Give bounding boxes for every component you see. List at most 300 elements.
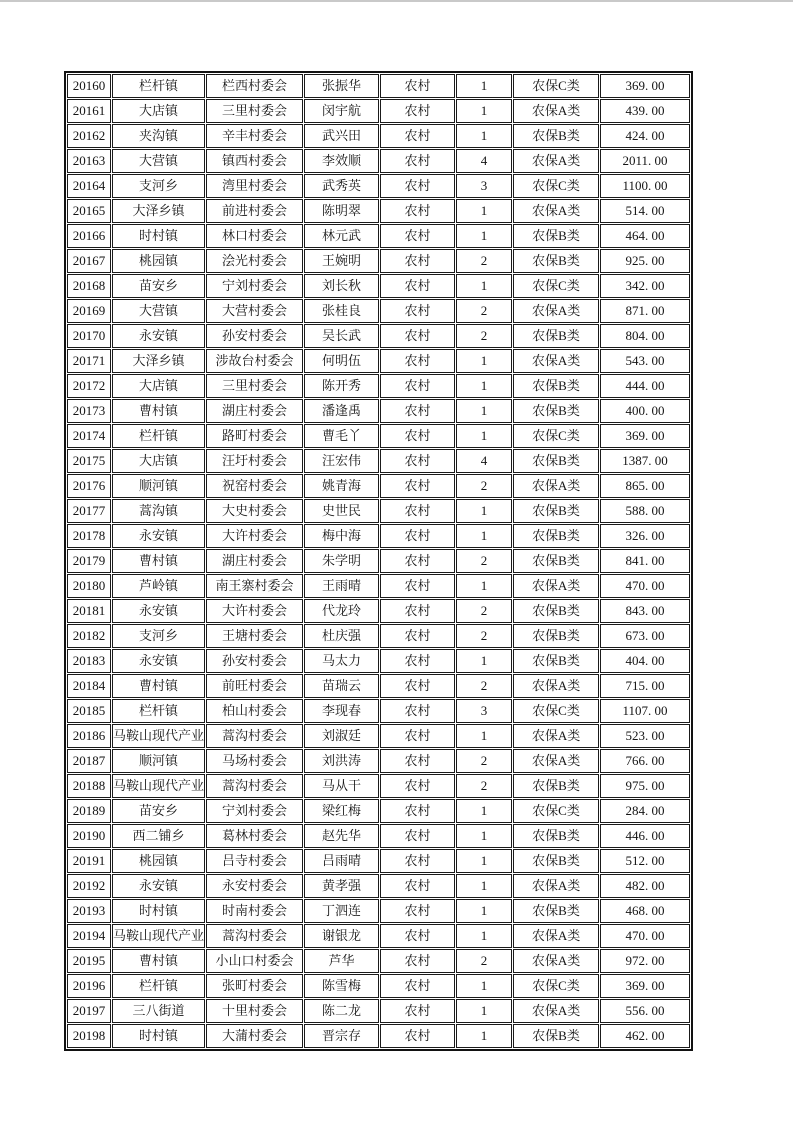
cell-insurance-category: 农保B类 <box>513 124 599 148</box>
cell-township: 曹村镇 <box>112 549 205 573</box>
cell-residence-type: 农村 <box>380 649 455 673</box>
cell-township: 大泽乡镇 <box>112 199 205 223</box>
cell-person-name: 马从干 <box>304 774 379 798</box>
cell-person-name: 张桂良 <box>304 299 379 323</box>
cell-amount: 342. 00 <box>600 274 690 298</box>
cell-village-committee: 栏西村委会 <box>206 74 303 98</box>
cell-township: 支河乡 <box>112 174 205 198</box>
cell-township: 永安镇 <box>112 524 205 548</box>
cell-amount: 369. 00 <box>600 974 690 998</box>
cell-amount: 1107. 00 <box>600 699 690 723</box>
cell-township: 永安镇 <box>112 324 205 348</box>
cell-residence-type: 农村 <box>380 474 455 498</box>
cell-residence-type: 农村 <box>380 299 455 323</box>
cell-insurance-category: 农保A类 <box>513 149 599 173</box>
cell-amount: 715. 00 <box>600 674 690 698</box>
cell-village-committee: 蒿沟村委会 <box>206 924 303 948</box>
cell-township: 蒿沟镇 <box>112 499 205 523</box>
cell-person-count: 1 <box>456 899 512 923</box>
cell-person-count: 1 <box>456 999 512 1023</box>
cell-person-count: 1 <box>456 574 512 598</box>
cell-amount: 843. 00 <box>600 599 690 623</box>
cell-insurance-category: 农保C类 <box>513 974 599 998</box>
cell-person-name: 苗瑞云 <box>304 674 379 698</box>
cell-record-id: 20161 <box>67 99 111 123</box>
table-row <box>67 274 690 298</box>
cell-amount: 975. 00 <box>600 774 690 798</box>
cell-insurance-category: 农保A类 <box>513 724 599 748</box>
cell-residence-type: 农村 <box>380 799 455 823</box>
cell-township: 桃园镇 <box>112 849 205 873</box>
cell-insurance-category: 农保B类 <box>513 649 599 673</box>
cell-village-committee: 大蒲村委会 <box>206 1024 303 1048</box>
cell-amount: 673. 00 <box>600 624 690 648</box>
cell-residence-type: 农村 <box>380 874 455 898</box>
cell-village-committee: 南王寨村委会 <box>206 574 303 598</box>
cell-residence-type: 农村 <box>380 224 455 248</box>
cell-record-id: 20186 <box>67 724 111 748</box>
cell-village-committee: 孙安村委会 <box>206 649 303 673</box>
cell-record-id: 20175 <box>67 449 111 473</box>
table-row <box>67 724 690 748</box>
cell-township: 曹村镇 <box>112 674 205 698</box>
cell-residence-type: 农村 <box>380 74 455 98</box>
cell-residence-type: 农村 <box>380 124 455 148</box>
table-row <box>67 499 690 523</box>
cell-township: 栏杆镇 <box>112 974 205 998</box>
cell-insurance-category: 农保A类 <box>513 749 599 773</box>
cell-person-count: 1 <box>456 924 512 948</box>
cell-village-committee: 小山口村委会 <box>206 949 303 973</box>
cell-amount: 841. 00 <box>600 549 690 573</box>
cell-person-count: 1 <box>456 849 512 873</box>
table-row <box>67 474 690 498</box>
table-row <box>67 224 690 248</box>
table-row <box>67 174 690 198</box>
cell-person-name: 谢银龙 <box>304 924 379 948</box>
cell-township: 马鞍山现代产业 <box>112 774 205 798</box>
cell-residence-type: 农村 <box>380 249 455 273</box>
cell-record-id: 20164 <box>67 174 111 198</box>
cell-person-count: 1 <box>456 874 512 898</box>
table-row <box>67 249 690 273</box>
cell-record-id: 20167 <box>67 249 111 273</box>
cell-township: 永安镇 <box>112 874 205 898</box>
cell-residence-type: 农村 <box>380 399 455 423</box>
cell-township: 曹村镇 <box>112 949 205 973</box>
cell-person-count: 2 <box>456 549 512 573</box>
table-row <box>67 399 690 423</box>
cell-record-id: 20166 <box>67 224 111 248</box>
cell-township: 夹沟镇 <box>112 124 205 148</box>
cell-person-count: 1 <box>456 124 512 148</box>
cell-person-count: 3 <box>456 699 512 723</box>
cell-person-name: 陈二龙 <box>304 999 379 1023</box>
cell-person-count: 2 <box>456 324 512 348</box>
cell-village-committee: 蒿沟村委会 <box>206 724 303 748</box>
cell-insurance-category: 农保A类 <box>513 924 599 948</box>
cell-person-count: 1 <box>456 349 512 373</box>
table-row <box>67 374 690 398</box>
cell-insurance-category: 农保B类 <box>513 824 599 848</box>
cell-amount: 1100. 00 <box>600 174 690 198</box>
table-row <box>67 874 690 898</box>
cell-insurance-category: 农保A类 <box>513 999 599 1023</box>
cell-village-committee: 林口村委会 <box>206 224 303 248</box>
cell-insurance-category: 农保B类 <box>513 324 599 348</box>
cell-village-committee: 张町村委会 <box>206 974 303 998</box>
cell-person-count: 1 <box>456 524 512 548</box>
cell-residence-type: 农村 <box>380 949 455 973</box>
cell-person-name: 马太力 <box>304 649 379 673</box>
cell-residence-type: 农村 <box>380 849 455 873</box>
cell-village-committee: 马场村委会 <box>206 749 303 773</box>
cell-township: 支河乡 <box>112 624 205 648</box>
cell-person-name: 吕雨晴 <box>304 849 379 873</box>
cell-amount: 470. 00 <box>600 574 690 598</box>
cell-record-id: 20173 <box>67 399 111 423</box>
cell-village-committee: 辛丰村委会 <box>206 124 303 148</box>
cell-residence-type: 农村 <box>380 374 455 398</box>
cell-person-count: 2 <box>456 249 512 273</box>
cell-insurance-category: 农保B类 <box>513 774 599 798</box>
cell-amount: 1387. 00 <box>600 449 690 473</box>
table-row <box>67 624 690 648</box>
cell-village-committee: 祝窑村委会 <box>206 474 303 498</box>
cell-amount: 2011. 00 <box>600 149 690 173</box>
insurance-roster-table <box>64 71 693 1051</box>
cell-amount: 404. 00 <box>600 649 690 673</box>
cell-amount: 369. 00 <box>600 424 690 448</box>
cell-amount: 439. 00 <box>600 99 690 123</box>
cell-person-name: 丁泗连 <box>304 899 379 923</box>
cell-village-committee: 时南村委会 <box>206 899 303 923</box>
cell-township: 永安镇 <box>112 599 205 623</box>
cell-village-committee: 湖庄村委会 <box>206 399 303 423</box>
cell-residence-type: 农村 <box>380 274 455 298</box>
cell-record-id: 20176 <box>67 474 111 498</box>
cell-person-name: 黄孝强 <box>304 874 379 898</box>
cell-record-id: 20196 <box>67 974 111 998</box>
cell-township: 栏杆镇 <box>112 424 205 448</box>
cell-person-name: 梅中海 <box>304 524 379 548</box>
cell-residence-type: 农村 <box>380 349 455 373</box>
table-row <box>67 149 690 173</box>
cell-village-committee: 三里村委会 <box>206 374 303 398</box>
cell-person-count: 1 <box>456 74 512 98</box>
cell-person-count: 2 <box>456 299 512 323</box>
cell-person-count: 1 <box>456 499 512 523</box>
cell-record-id: 20181 <box>67 599 111 623</box>
cell-insurance-category: 农保C类 <box>513 74 599 98</box>
cell-amount: 446. 00 <box>600 824 690 848</box>
cell-person-name: 刘洪涛 <box>304 749 379 773</box>
cell-person-name: 李效顺 <box>304 149 379 173</box>
cell-village-committee: 大史村委会 <box>206 499 303 523</box>
cell-person-name: 潘逢禹 <box>304 399 379 423</box>
cell-record-id: 20162 <box>67 124 111 148</box>
cell-residence-type: 农村 <box>380 324 455 348</box>
cell-amount: 871. 00 <box>600 299 690 323</box>
cell-residence-type: 农村 <box>380 999 455 1023</box>
cell-person-count: 1 <box>456 974 512 998</box>
cell-person-count: 1 <box>456 199 512 223</box>
cell-village-committee: 宁刘村委会 <box>206 799 303 823</box>
cell-insurance-category: 农保C类 <box>513 274 599 298</box>
cell-insurance-category: 农保A类 <box>513 349 599 373</box>
page-top-divider <box>0 0 793 2</box>
cell-insurance-category: 农保B类 <box>513 249 599 273</box>
table-row <box>67 1024 690 1048</box>
cell-insurance-category: 农保B类 <box>513 499 599 523</box>
table-row <box>67 199 690 223</box>
cell-insurance-category: 农保A类 <box>513 474 599 498</box>
cell-residence-type: 农村 <box>380 674 455 698</box>
cell-township: 时村镇 <box>112 899 205 923</box>
table-row <box>67 974 690 998</box>
cell-residence-type: 农村 <box>380 699 455 723</box>
cell-record-id: 20180 <box>67 574 111 598</box>
table-row <box>67 324 690 348</box>
cell-person-name: 史世民 <box>304 499 379 523</box>
cell-person-name: 姚青海 <box>304 474 379 498</box>
cell-amount: 468. 00 <box>600 899 690 923</box>
cell-township: 大泽乡镇 <box>112 349 205 373</box>
cell-person-count: 2 <box>456 624 512 648</box>
cell-residence-type: 农村 <box>380 549 455 573</box>
cell-record-id: 20192 <box>67 874 111 898</box>
cell-village-committee: 蒿沟村委会 <box>206 774 303 798</box>
cell-township: 顺河镇 <box>112 474 205 498</box>
cell-residence-type: 农村 <box>380 574 455 598</box>
cell-village-committee: 永安村委会 <box>206 874 303 898</box>
cell-residence-type: 农村 <box>380 174 455 198</box>
table-row <box>67 949 690 973</box>
table-row <box>67 74 690 98</box>
cell-record-id: 20169 <box>67 299 111 323</box>
cell-residence-type: 农村 <box>380 724 455 748</box>
cell-person-name: 王婉明 <box>304 249 379 273</box>
table-row <box>67 349 690 373</box>
cell-township: 顺河镇 <box>112 749 205 773</box>
cell-township: 曹村镇 <box>112 399 205 423</box>
cell-residence-type: 农村 <box>380 824 455 848</box>
cell-township: 苗安乡 <box>112 799 205 823</box>
cell-village-committee: 湾里村委会 <box>206 174 303 198</box>
table-row <box>67 599 690 623</box>
cell-record-id: 20171 <box>67 349 111 373</box>
cell-amount: 512. 00 <box>600 849 690 873</box>
cell-village-committee: 湖庄村委会 <box>206 549 303 573</box>
cell-record-id: 20174 <box>67 424 111 448</box>
cell-person-name: 芦华 <box>304 949 379 973</box>
cell-person-name: 陈开秀 <box>304 374 379 398</box>
cell-amount: 464. 00 <box>600 224 690 248</box>
cell-township: 三八街道 <box>112 999 205 1023</box>
cell-person-count: 1 <box>456 799 512 823</box>
cell-amount: 543. 00 <box>600 349 690 373</box>
cell-insurance-category: 农保A类 <box>513 674 599 698</box>
cell-insurance-category: 农保A类 <box>513 874 599 898</box>
cell-person-name: 陈明翠 <box>304 199 379 223</box>
cell-amount: 972. 00 <box>600 949 690 973</box>
cell-village-committee: 孙安村委会 <box>206 324 303 348</box>
cell-record-id: 20184 <box>67 674 111 698</box>
cell-village-committee: 前进村委会 <box>206 199 303 223</box>
cell-record-id: 20187 <box>67 749 111 773</box>
cell-village-committee: 汪圩村委会 <box>206 449 303 473</box>
cell-amount: 804. 00 <box>600 324 690 348</box>
cell-residence-type: 农村 <box>380 424 455 448</box>
cell-person-name: 代龙玲 <box>304 599 379 623</box>
cell-village-committee: 浍光村委会 <box>206 249 303 273</box>
cell-residence-type: 农村 <box>380 624 455 648</box>
cell-record-id: 20177 <box>67 499 111 523</box>
cell-person-count: 1 <box>456 274 512 298</box>
cell-township: 时村镇 <box>112 1024 205 1048</box>
table-row <box>67 774 690 798</box>
cell-person-count: 2 <box>456 749 512 773</box>
table-row <box>67 549 690 573</box>
cell-person-name: 闵宇航 <box>304 99 379 123</box>
table-row <box>67 999 690 1023</box>
cell-person-count: 1 <box>456 1024 512 1048</box>
cell-insurance-category: 农保B类 <box>513 549 599 573</box>
cell-insurance-category: 农保B类 <box>513 399 599 423</box>
cell-amount: 556. 00 <box>600 999 690 1023</box>
cell-insurance-category: 农保A类 <box>513 949 599 973</box>
cell-person-count: 1 <box>456 649 512 673</box>
cell-record-id: 20163 <box>67 149 111 173</box>
cell-insurance-category: 农保B类 <box>513 624 599 648</box>
cell-record-id: 20182 <box>67 624 111 648</box>
cell-insurance-category: 农保A类 <box>513 299 599 323</box>
cell-township: 大店镇 <box>112 449 205 473</box>
table-row <box>67 849 690 873</box>
cell-amount: 369. 00 <box>600 74 690 98</box>
cell-person-name: 汪宏伟 <box>304 449 379 473</box>
cell-person-count: 4 <box>456 449 512 473</box>
cell-township: 桃园镇 <box>112 249 205 273</box>
table-row <box>67 124 690 148</box>
cell-record-id: 20191 <box>67 849 111 873</box>
table-row <box>67 449 690 473</box>
cell-insurance-category: 农保B类 <box>513 1024 599 1048</box>
cell-record-id: 20194 <box>67 924 111 948</box>
cell-record-id: 20170 <box>67 324 111 348</box>
cell-record-id: 20195 <box>67 949 111 973</box>
cell-village-committee: 葛林村委会 <box>206 824 303 848</box>
cell-person-name: 杜庆强 <box>304 624 379 648</box>
cell-insurance-category: 农保A类 <box>513 99 599 123</box>
cell-amount: 470. 00 <box>600 924 690 948</box>
cell-residence-type: 农村 <box>380 924 455 948</box>
cell-person-count: 2 <box>456 774 512 798</box>
cell-amount: 588. 00 <box>600 499 690 523</box>
cell-village-committee: 十里村委会 <box>206 999 303 1023</box>
cell-village-committee: 大许村委会 <box>206 599 303 623</box>
table-row <box>67 674 690 698</box>
cell-township: 大店镇 <box>112 99 205 123</box>
cell-insurance-category: 农保B类 <box>513 224 599 248</box>
cell-township: 苗安乡 <box>112 274 205 298</box>
cell-person-name: 何明伍 <box>304 349 379 373</box>
cell-residence-type: 农村 <box>380 499 455 523</box>
table-row <box>67 799 690 823</box>
table-row <box>67 749 690 773</box>
cell-township: 栏杆镇 <box>112 74 205 98</box>
cell-record-id: 20179 <box>67 549 111 573</box>
cell-person-count: 1 <box>456 824 512 848</box>
cell-record-id: 20193 <box>67 899 111 923</box>
cell-person-name: 赵先华 <box>304 824 379 848</box>
cell-residence-type: 农村 <box>380 449 455 473</box>
cell-village-committee: 前旺村委会 <box>206 674 303 698</box>
cell-person-count: 4 <box>456 149 512 173</box>
cell-record-id: 20189 <box>67 799 111 823</box>
cell-amount: 514. 00 <box>600 199 690 223</box>
cell-residence-type: 农村 <box>380 599 455 623</box>
cell-record-id: 20178 <box>67 524 111 548</box>
cell-village-committee: 三里村委会 <box>206 99 303 123</box>
cell-township: 马鞍山现代产业 <box>112 724 205 748</box>
cell-residence-type: 农村 <box>380 749 455 773</box>
cell-insurance-category: 农保B类 <box>513 524 599 548</box>
cell-person-name: 刘长秋 <box>304 274 379 298</box>
cell-village-committee: 大许村委会 <box>206 524 303 548</box>
cell-record-id: 20183 <box>67 649 111 673</box>
cell-residence-type: 农村 <box>380 899 455 923</box>
cell-record-id: 20185 <box>67 699 111 723</box>
cell-village-committee: 吕寺村委会 <box>206 849 303 873</box>
cell-insurance-category: 农保B类 <box>513 849 599 873</box>
table-row <box>67 699 690 723</box>
cell-amount: 865. 00 <box>600 474 690 498</box>
cell-insurance-category: 农保C类 <box>513 174 599 198</box>
cell-record-id: 20165 <box>67 199 111 223</box>
cell-record-id: 20168 <box>67 274 111 298</box>
table-row <box>67 99 690 123</box>
cell-record-id: 20172 <box>67 374 111 398</box>
cell-village-committee: 宁刘村委会 <box>206 274 303 298</box>
cell-record-id: 20198 <box>67 1024 111 1048</box>
cell-person-name: 林元武 <box>304 224 379 248</box>
cell-residence-type: 农村 <box>380 524 455 548</box>
cell-person-count: 1 <box>456 374 512 398</box>
cell-record-id: 20190 <box>67 824 111 848</box>
cell-person-count: 2 <box>456 949 512 973</box>
cell-residence-type: 农村 <box>380 149 455 173</box>
cell-township: 大店镇 <box>112 374 205 398</box>
cell-person-name: 武兴田 <box>304 124 379 148</box>
cell-amount: 925. 00 <box>600 249 690 273</box>
cell-township: 栏杆镇 <box>112 699 205 723</box>
cell-residence-type: 农村 <box>380 199 455 223</box>
cell-person-name: 曹毛丫 <box>304 424 379 448</box>
table-row <box>67 299 690 323</box>
cell-person-name: 吴长武 <box>304 324 379 348</box>
cell-person-name: 刘淑廷 <box>304 724 379 748</box>
table-row <box>67 924 690 948</box>
cell-amount: 523. 00 <box>600 724 690 748</box>
cell-township: 芦岭镇 <box>112 574 205 598</box>
cell-insurance-category: 农保B类 <box>513 374 599 398</box>
cell-person-name: 陈雪梅 <box>304 974 379 998</box>
cell-person-count: 1 <box>456 424 512 448</box>
table-row <box>67 574 690 598</box>
cell-insurance-category: 农保C类 <box>513 699 599 723</box>
cell-person-count: 2 <box>456 674 512 698</box>
